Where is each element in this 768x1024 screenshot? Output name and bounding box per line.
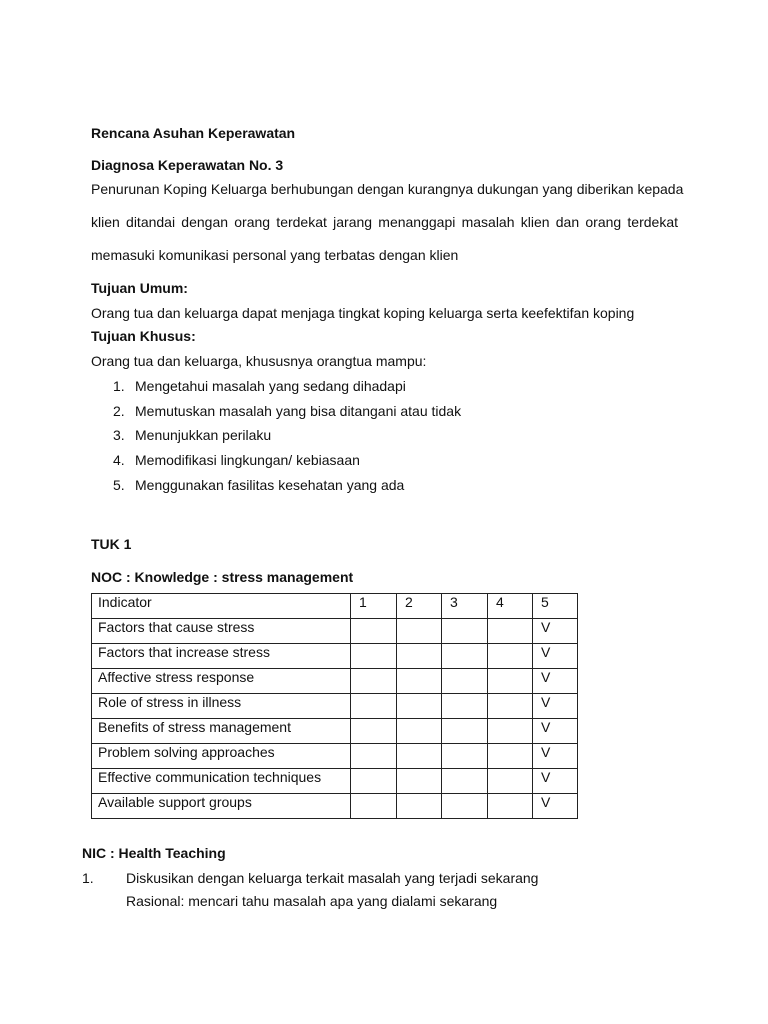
score-cell bbox=[442, 669, 488, 694]
column-header-score: 5 bbox=[533, 594, 578, 619]
list-item-text: Mengetahui masalah yang sedang dihadapi bbox=[135, 378, 406, 394]
diagnosis-line-2: klien ditandai dengan orang terdekat jarang menanggapi masalah klien dan orang terdekat bbox=[91, 214, 678, 230]
score-cell bbox=[442, 644, 488, 669]
specific-goal-heading: Tujuan Khusus: bbox=[91, 328, 196, 344]
score-cell: V bbox=[533, 694, 578, 719]
score-cell bbox=[397, 619, 442, 644]
table-row bbox=[92, 794, 578, 819]
diagnosis-line-3: memasuki komunikasi personal yang terbatas dengan klien bbox=[91, 247, 459, 263]
table-row bbox=[92, 644, 578, 669]
list-item-number: 4. bbox=[113, 452, 125, 469]
score-cell bbox=[397, 744, 442, 769]
column-header-score: 1 bbox=[351, 594, 397, 619]
score-cell bbox=[442, 719, 488, 744]
score-cell bbox=[351, 769, 397, 794]
score-cell bbox=[351, 794, 397, 819]
score-cell bbox=[397, 719, 442, 744]
list-item-text: Menunjukkan perilaku bbox=[135, 427, 272, 444]
indicator-cell: Benefits of stress management bbox=[92, 719, 351, 744]
list-item-number: 1. bbox=[113, 378, 125, 394]
score-cell bbox=[442, 744, 488, 769]
score-cell: V bbox=[533, 669, 578, 694]
score-cell bbox=[442, 694, 488, 719]
general-goal-text: Orang tua dan keluarga dapat menjaga tingkat koping keluarga serta keefektifan koping bbox=[91, 305, 635, 321]
table-row bbox=[92, 694, 578, 719]
score-cell bbox=[397, 794, 442, 819]
score-cell bbox=[488, 694, 533, 719]
score-cell bbox=[397, 769, 442, 794]
nic-heading: NIC : Health Teaching bbox=[82, 845, 226, 861]
table-row bbox=[92, 669, 578, 694]
tuk-heading: TUK 1 bbox=[91, 536, 132, 552]
table-row bbox=[92, 719, 578, 744]
list-item-number: 3. bbox=[113, 427, 125, 444]
score-cell bbox=[351, 619, 397, 644]
column-header-score: 3 bbox=[442, 594, 488, 619]
score-cell bbox=[397, 644, 442, 669]
score-cell bbox=[488, 619, 533, 644]
document-title: Rencana Asuhan Keperawatan bbox=[91, 125, 296, 141]
indicator-cell: Role of stress in illness bbox=[92, 694, 351, 719]
score-cell bbox=[488, 719, 533, 744]
score-cell: V bbox=[533, 644, 578, 669]
list-item-text: Memutuskan masalah yang bisa ditangani atau tidak bbox=[135, 402, 462, 419]
list-item-number: 2. bbox=[113, 402, 125, 419]
table-row bbox=[92, 619, 578, 644]
score-cell: V bbox=[533, 619, 578, 644]
noc-table bbox=[91, 593, 578, 819]
score-cell: V bbox=[533, 744, 578, 769]
score-cell bbox=[488, 744, 533, 769]
indicator-cell: Effective communication techniques bbox=[92, 769, 351, 794]
diagnosis-line-1: Penurunan Koping Keluarga berhubungan dengan kurangnya dukungan yang diberikan kepada bbox=[91, 181, 684, 197]
score-cell bbox=[442, 794, 488, 819]
score-cell bbox=[397, 669, 442, 694]
column-header-score: 4 bbox=[488, 594, 533, 619]
list-item-text: Memodifikasi lingkungan/ kebiasaan bbox=[135, 452, 360, 469]
indicator-cell: Factors that cause stress bbox=[92, 619, 351, 644]
indicator-cell: Available support groups bbox=[92, 794, 351, 819]
score-cell bbox=[351, 669, 397, 694]
score-cell bbox=[351, 694, 397, 719]
nic-item-rationale: Rasional: mencari tahu masalah apa yang dialami sekarang bbox=[126, 893, 498, 909]
score-cell bbox=[351, 719, 397, 744]
noc-heading: NOC : Knowledge : stress management bbox=[91, 569, 354, 585]
score-cell bbox=[351, 744, 397, 769]
indicator-cell: Factors that increase stress bbox=[92, 644, 351, 669]
nic-item-number: 1. bbox=[82, 870, 94, 886]
score-cell bbox=[351, 644, 397, 669]
table-header-row bbox=[92, 594, 578, 619]
specific-goal-intro: Orang tua dan keluarga, khususnya orangtua mampu: bbox=[91, 353, 427, 369]
score-cell bbox=[488, 769, 533, 794]
list-item-number: 5. bbox=[113, 476, 125, 493]
indicator-cell: Problem solving approaches bbox=[92, 744, 351, 769]
score-cell bbox=[488, 644, 533, 669]
score-cell bbox=[488, 669, 533, 694]
score-cell: V bbox=[533, 769, 578, 794]
general-goal-heading: Tujuan Umum: bbox=[91, 280, 188, 296]
column-header-indicator: Indicator bbox=[92, 594, 351, 619]
score-cell: V bbox=[533, 719, 578, 744]
nic-item-text: Diskusikan dengan keluarga terkait masalah yang terjadi sekarang bbox=[126, 870, 539, 886]
table-row bbox=[92, 744, 578, 769]
diagnosis-heading: Diagnosa Keperawatan No. 3 bbox=[91, 157, 284, 173]
indicator-cell: Affective stress response bbox=[92, 669, 351, 694]
score-cell: V bbox=[533, 794, 578, 819]
column-header-score: 2 bbox=[397, 594, 442, 619]
table-row bbox=[92, 769, 578, 794]
list-item-text: Menggunakan fasilitas kesehatan yang ada bbox=[135, 476, 405, 493]
score-cell bbox=[397, 694, 442, 719]
score-cell bbox=[442, 619, 488, 644]
score-cell bbox=[442, 769, 488, 794]
score-cell bbox=[488, 794, 533, 819]
